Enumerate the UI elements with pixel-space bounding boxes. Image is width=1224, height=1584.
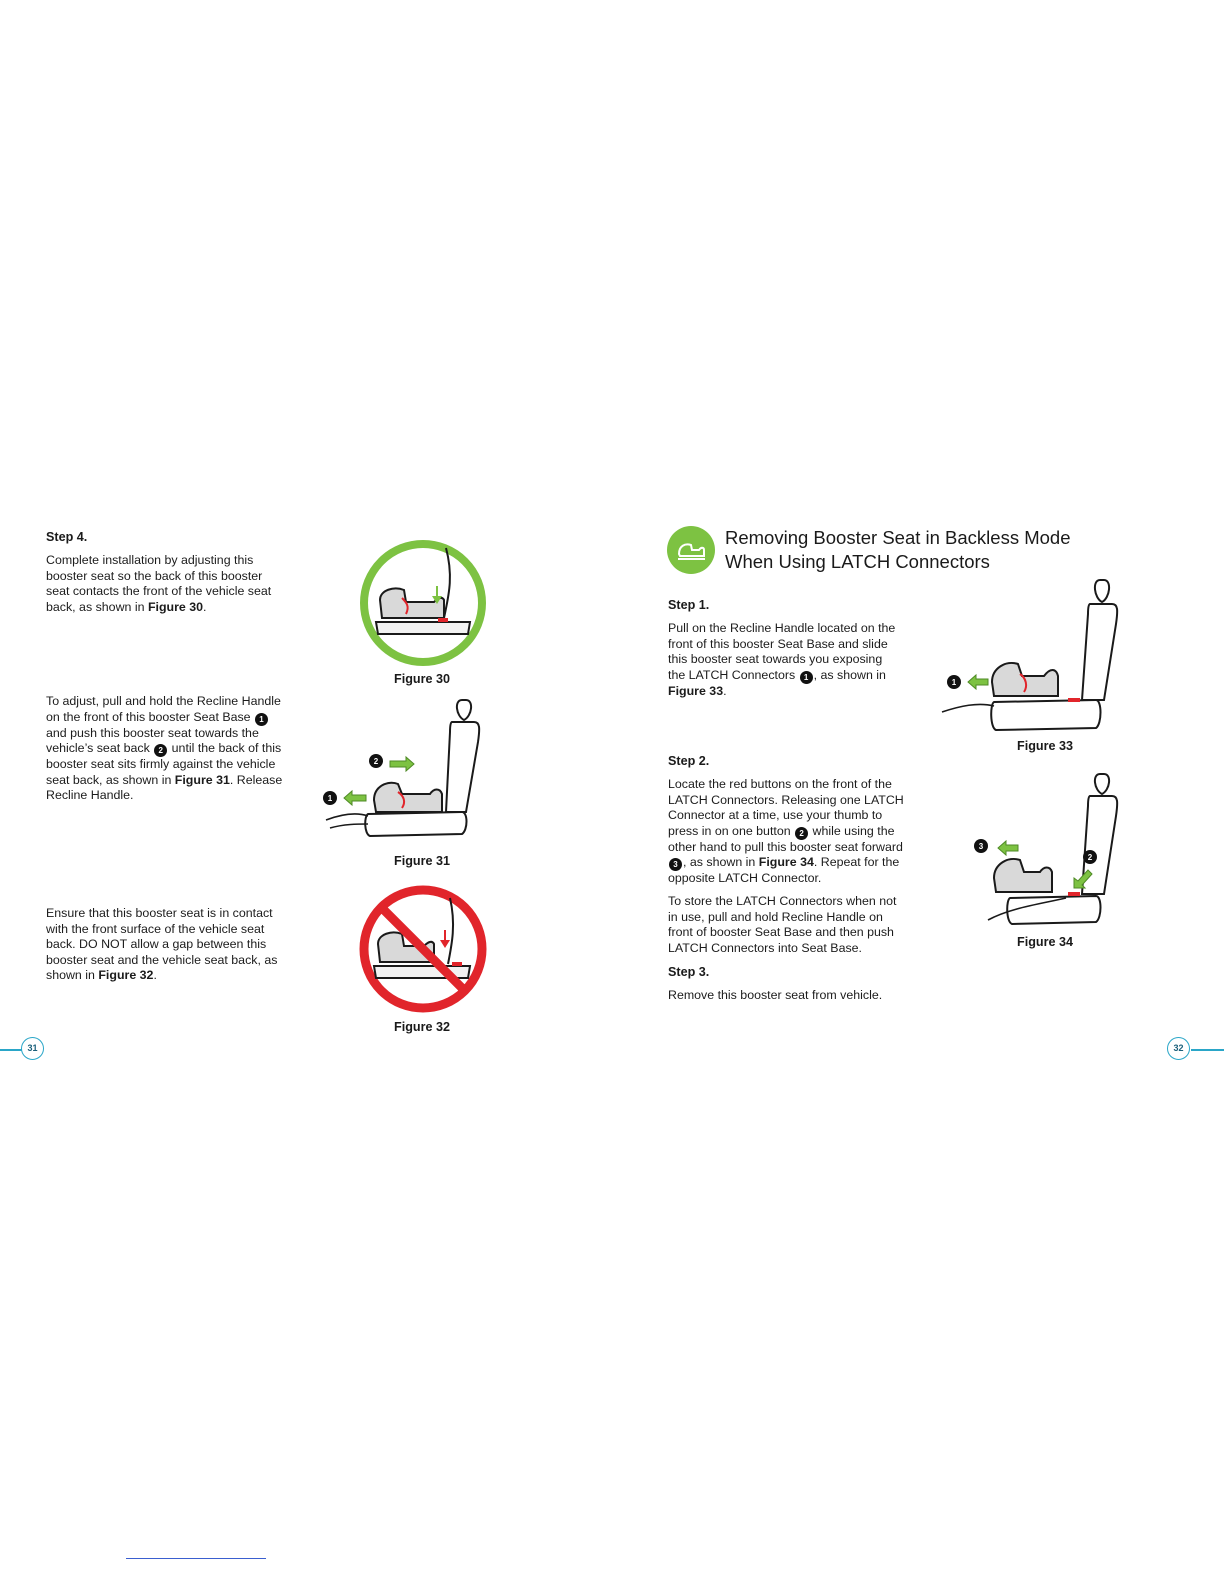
figure-31-illustration [322, 694, 492, 854]
step4-text: Complete installation by adjusting this booster seat so the back of this booster seat contacts the front of the vehicle seat back, as shown in Figure 30. [46, 553, 272, 614]
vehicle-seat-cushion [376, 622, 470, 634]
figure-30-caption: Figure 30 [394, 672, 450, 686]
step-badge-1: 1 [800, 671, 813, 684]
vehicle-seat-back [1082, 604, 1117, 700]
callout-2-label: 2 [1087, 853, 1093, 862]
figure-30-illustration [358, 538, 488, 668]
callout-3-label: 3 [978, 842, 984, 851]
step3-label: Step 3. [668, 965, 710, 979]
hand-outline [326, 814, 368, 820]
page-number-rule [0, 1049, 22, 1051]
figure-32-illustration [358, 884, 488, 1014]
step-badge-2: 2 [154, 744, 167, 757]
section-title-line-1: Removing Booster Seat in Backless Mode [725, 527, 1071, 548]
section-title-line-2: When Using LATCH Connectors [725, 551, 990, 572]
booster-seat-icon [667, 526, 715, 574]
figure-34-ref: Figure 34 [758, 855, 814, 870]
step4-label: Step 4. [46, 530, 88, 544]
left-arrow-icon [968, 675, 988, 689]
step-badge-1: 1 [255, 713, 268, 726]
step3-text: Remove this booster seat from vehicle. [668, 988, 883, 1002]
footer-link-underline [126, 1558, 266, 1559]
step1-label: Step 1. [668, 598, 710, 612]
ensure-text: Ensure that this booster seat is in contact with the front surface of the vehicle seat back. DO NOT allow a gap between this booster seat and the vehicle seat back, as shown in Figure 32. [46, 906, 278, 983]
section-title [725, 526, 1085, 574]
latch-connector [438, 618, 448, 622]
left-arrow-icon [998, 841, 1018, 855]
callout-1-label: 1 [951, 678, 957, 687]
right-arrow-icon [390, 757, 414, 771]
figure-33-ref: Figure 33 [668, 683, 724, 698]
figure-34-illustration [970, 770, 1120, 930]
headrest [1095, 580, 1109, 602]
step1-text: Pull on the Recline Handle located on the front of this booster Seat Base and slide this booster seat towards you exposing the LATCH Connectors 1 , as shown in Figure 33. [668, 621, 896, 698]
page-number-31: 31 [21, 1037, 44, 1060]
hand-outline [942, 704, 994, 712]
figure-30-ref: Figure 30 [147, 599, 204, 614]
page-number-rule [1191, 1049, 1224, 1051]
adjust-text: To adjust, pull and hold the Recline Handle on the front of this booster Seat Base 1 and push this booster seat towards the vehicle’s seat back 2 until the back of this booster seat sits firmly against the vehicle seat back, as shown in Figure 31. Release Recline Handle. [46, 694, 283, 803]
figure-32-caption: Figure 32 [394, 1020, 450, 1034]
vehicle-seat-cushion [991, 700, 1100, 730]
latch-connector [1068, 892, 1080, 896]
latch-connector [1068, 698, 1080, 702]
page-number-32: 32 [1167, 1037, 1190, 1060]
headrest [1095, 774, 1109, 794]
figure-32-ref: Figure 32 [98, 968, 154, 983]
vehicle-seat-back [446, 722, 479, 812]
step2-text: Locate the red buttons on the front of the LATCH Connectors. Releasing one LATCH Connector at a time, use your thumb to press in on one button 2 while using the other hand to pull this booster seat forward 3 , as shown in Figure 34. Repeat for the opposite LATCH Connector. [668, 777, 904, 886]
callout-2-label: 2 [373, 757, 379, 766]
arm-outline [330, 824, 368, 828]
step-badge-2: 2 [795, 827, 808, 840]
figure-34-caption: Figure 34 [1017, 935, 1073, 949]
booster-seat [994, 859, 1052, 892]
figure-33-illustration [940, 578, 1120, 738]
step2-label: Step 2. [668, 754, 710, 768]
store-text: To store the LATCH Connectors when not in use, pull and hold Recline Handle on front of booster Seat Base and then push LATCH Connectors into Seat Base. [668, 894, 897, 955]
callout-1-label: 1 [327, 794, 333, 803]
headrest [457, 700, 471, 720]
figure-31-ref: Figure 31 [174, 772, 230, 787]
figure-33-caption: Figure 33 [1017, 739, 1073, 753]
latch-connector [452, 962, 462, 966]
figure-31-caption: Figure 31 [394, 854, 450, 868]
step-badge-3: 3 [669, 858, 682, 871]
left-arrow-icon [344, 791, 366, 805]
vehicle-seat-cushion [365, 812, 466, 836]
booster-seat [374, 783, 442, 812]
